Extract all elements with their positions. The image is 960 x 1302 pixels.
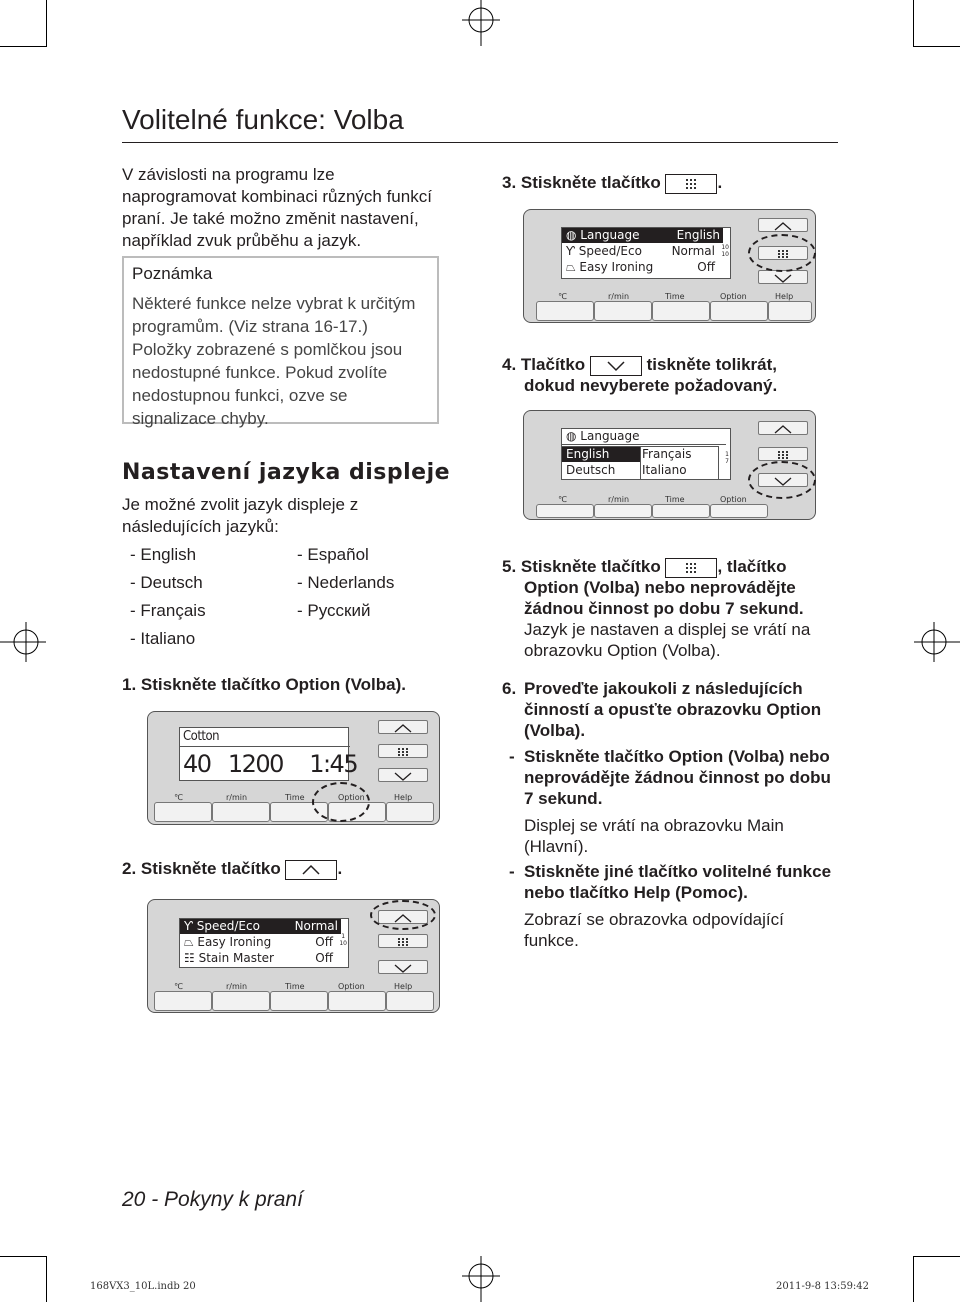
language-item: - Nederlands	[297, 573, 395, 592]
option-value: Off	[315, 935, 333, 949]
option-row-selected	[180, 919, 341, 934]
time-label: Time	[285, 793, 305, 802]
option-row: ⏢ Easy Ironing Off	[566, 260, 715, 274]
note-title: Poznámka	[132, 264, 213, 283]
select-button[interactable]	[378, 744, 428, 758]
up-key-icon	[285, 860, 337, 880]
time-label: Time	[665, 495, 685, 504]
highlight-select	[748, 234, 816, 272]
spin-button[interactable]	[594, 504, 652, 518]
language-item: - Русский	[297, 601, 371, 620]
option-row: ☷ Stain Master Off	[184, 951, 333, 965]
intro-text: V závislosti na programu lze naprogramovat kombinaci různých funkcí praní. Je také možno změnit nastavení, například zvuk průběhu a jazyk.	[122, 165, 432, 250]
option-value: Normal	[294, 919, 338, 933]
temp-label: ℃	[558, 292, 567, 301]
option-value: Off	[697, 260, 715, 274]
language-item: - Deutsch	[130, 573, 203, 592]
step-6-option-b-note: Zobrazí se obrazovka odpovídající funkce.	[524, 910, 784, 950]
option-label: Option	[720, 495, 747, 504]
step-4-number: 4.	[502, 355, 517, 374]
step-5-number: 5.	[502, 557, 517, 576]
globe-icon: ◍	[566, 228, 581, 242]
help-button[interactable]	[386, 991, 434, 1011]
up-button[interactable]	[758, 218, 808, 232]
time-button[interactable]	[652, 301, 710, 321]
language-option[interactable]: Français	[642, 447, 692, 461]
down-key-icon	[590, 356, 642, 376]
registration-mark-bottom	[460, 1256, 502, 1302]
option-name: Language	[580, 228, 640, 242]
option-button[interactable]	[710, 504, 768, 518]
display-option-list	[179, 918, 349, 968]
dash-a: -	[509, 747, 515, 766]
time-button[interactable]	[270, 991, 328, 1011]
print-date: 2011-9-8 13:59:42	[776, 1281, 870, 1292]
display-option-list	[561, 227, 731, 279]
program-name: Cotton	[183, 729, 220, 744]
step-5-line-3: žádnou činnost po dobu 7 sekund.	[524, 599, 804, 618]
option-row: Ƴ Speed/Eco Normal	[566, 244, 715, 258]
option-value: English	[676, 228, 720, 242]
option-row-selected	[562, 228, 723, 243]
spin-button[interactable]	[212, 991, 270, 1011]
help-label: Help	[394, 982, 413, 991]
step-1: 1. Stiskněte tlačítko Option (Volba).	[122, 675, 407, 694]
language-item: - Français	[130, 601, 206, 620]
step-5-text: Stiskněte tlačítko	[520, 557, 661, 576]
page-indicator: 1 10	[339, 933, 347, 947]
temp-button[interactable]	[536, 301, 594, 321]
display-main	[179, 727, 358, 781]
page-indicator: 10 10	[721, 244, 729, 258]
display-values	[183, 750, 357, 778]
step-4-text: Tlačítko	[520, 355, 586, 374]
control-panel-language-list	[523, 410, 816, 520]
note-line-2: Položky zobrazené s pomlčkou jsou nedostupné funkce. Pokud zvolíte nedostupnou funkci, ozve se signalizace chyby.	[132, 340, 403, 428]
option-name: Speed/Eco	[196, 919, 260, 933]
file-info: 168VX3_10L.indb 20	[90, 1281, 196, 1292]
step-5	[502, 556, 786, 578]
language-header	[562, 429, 726, 445]
down-button[interactable]	[378, 960, 428, 974]
option-row: ⏢ Easy Ironing Off	[184, 935, 333, 949]
step-6-option-b: Stiskněte jiné tlačítko volitelné funkce nebo tlačítko Help (Pomoc).	[524, 862, 832, 902]
select-button[interactable]	[378, 934, 428, 948]
step-5-line-2: Option (Volba) nebo neprovádějte	[524, 578, 796, 597]
registration-mark-right	[914, 620, 960, 664]
control-panel-language	[523, 209, 816, 323]
spin-label: r/min	[608, 495, 630, 504]
time-value: 1:45	[309, 750, 358, 778]
spin-label: r/min	[226, 793, 248, 802]
language-item: - English	[130, 545, 197, 564]
time-label: Time	[665, 292, 685, 301]
highlight-down	[748, 461, 816, 499]
spin-button[interactable]	[212, 802, 270, 822]
down-button[interactable]	[758, 270, 808, 284]
step-2-end: .	[337, 859, 343, 878]
display-language-list	[561, 428, 731, 480]
option-name: Speed/Eco	[578, 244, 642, 258]
option-name: Easy Ironing	[197, 935, 272, 949]
section-heading: Nastavení jazyka displeje	[122, 460, 451, 485]
spin-label: r/min	[608, 292, 630, 301]
step-5-note: Jazyk je nastaven a displej se vrátí na obrazovku Option (Volba).	[524, 620, 811, 660]
language-option[interactable]: Deutsch	[566, 463, 616, 477]
option-value: Off	[315, 951, 333, 965]
temp-label: ℃	[174, 793, 183, 802]
time-label: Time	[285, 982, 305, 991]
highlight-up	[370, 900, 436, 930]
language-option[interactable]: Italiano	[642, 463, 687, 477]
temp-button[interactable]	[154, 991, 212, 1011]
step-5-text-b: , tlačítko	[717, 557, 787, 576]
dash-b: -	[509, 862, 515, 881]
option-label: Option	[338, 793, 365, 802]
language-option-selected[interactable]: English	[562, 447, 640, 462]
select-button[interactable]	[758, 447, 808, 461]
note-box	[122, 256, 439, 428]
title-rule	[122, 142, 838, 143]
spin-value: 1200	[227, 750, 283, 778]
help-button[interactable]	[386, 802, 434, 822]
control-panel-option	[147, 899, 440, 1013]
note-line-1: Některé funkce nelze vybrat k určitým programům. (Viz strana 16-17.)	[132, 294, 416, 336]
help-label: Help	[775, 292, 794, 301]
registration-mark-left	[0, 620, 46, 664]
temp-button[interactable]	[154, 802, 212, 822]
option-row-icon: Ƴ	[184, 919, 197, 933]
step-2-text: 2. Stiskněte tlačítko	[122, 859, 281, 878]
page-footer: 20 - Pokyny k praní	[122, 1188, 303, 1211]
globe-icon: ◍	[566, 429, 581, 443]
temp-label: ℃	[558, 495, 567, 504]
option-name: Stain Master	[198, 951, 274, 965]
language-item: - Italiano	[130, 629, 196, 648]
step-4-text-b: tiskněte tolikrát,	[646, 355, 778, 374]
step-3-end: .	[717, 173, 723, 192]
spin-button[interactable]	[594, 301, 652, 321]
option-name: Easy Ironing	[579, 260, 654, 274]
section-desc: Je možné zvolit jazyk displeje z následujících jazyků:	[122, 495, 359, 536]
temp-value: 40	[183, 750, 211, 778]
page-title: Volitelné funkce: Volba	[122, 104, 404, 135]
step-2	[122, 858, 342, 880]
step-6-option-a: Stiskněte tlačítko Option (Volba) nebo neprovádějte žádnou činnost po dobu 7 sekund.	[524, 747, 831, 808]
control-panel-main	[147, 711, 440, 825]
help-label: Help	[394, 793, 413, 802]
step-4	[502, 354, 777, 376]
up-button[interactable]	[378, 720, 428, 734]
option-label: Option	[338, 982, 365, 991]
temp-button[interactable]	[536, 504, 594, 518]
note-body	[132, 292, 432, 430]
page-indicator: 1 7	[725, 451, 729, 465]
language-header-text: Language	[580, 429, 640, 443]
step-6-option-a-note: Displej se vrátí na obrazovku Main (Hlavní).	[524, 816, 784, 856]
step-3	[502, 172, 722, 194]
language-item: - Español	[297, 545, 369, 564]
down-button[interactable]	[378, 768, 428, 782]
select-key-icon	[665, 174, 717, 194]
step-6-number: 6.	[502, 679, 517, 698]
step-6: Proveďte jakoukoli z následujících činností a opusťte obrazovku Option (Volba).	[524, 679, 822, 740]
select-key-icon	[665, 558, 717, 578]
highlight-option	[312, 782, 370, 822]
option-button[interactable]	[328, 991, 386, 1011]
spin-label: r/min	[226, 982, 248, 991]
help-button[interactable]	[768, 301, 812, 321]
registration-mark-top	[460, 0, 502, 46]
option-value: Normal	[671, 244, 715, 258]
step-3-text: 3. Stiskněte tlačítko	[502, 173, 661, 192]
option-label: Option	[720, 292, 747, 301]
time-button[interactable]	[652, 504, 710, 518]
option-button[interactable]	[710, 301, 768, 321]
temp-label: ℃	[174, 982, 183, 991]
up-button[interactable]	[758, 421, 808, 435]
step-4-cont: dokud nevyberete požadovaný.	[524, 376, 778, 395]
